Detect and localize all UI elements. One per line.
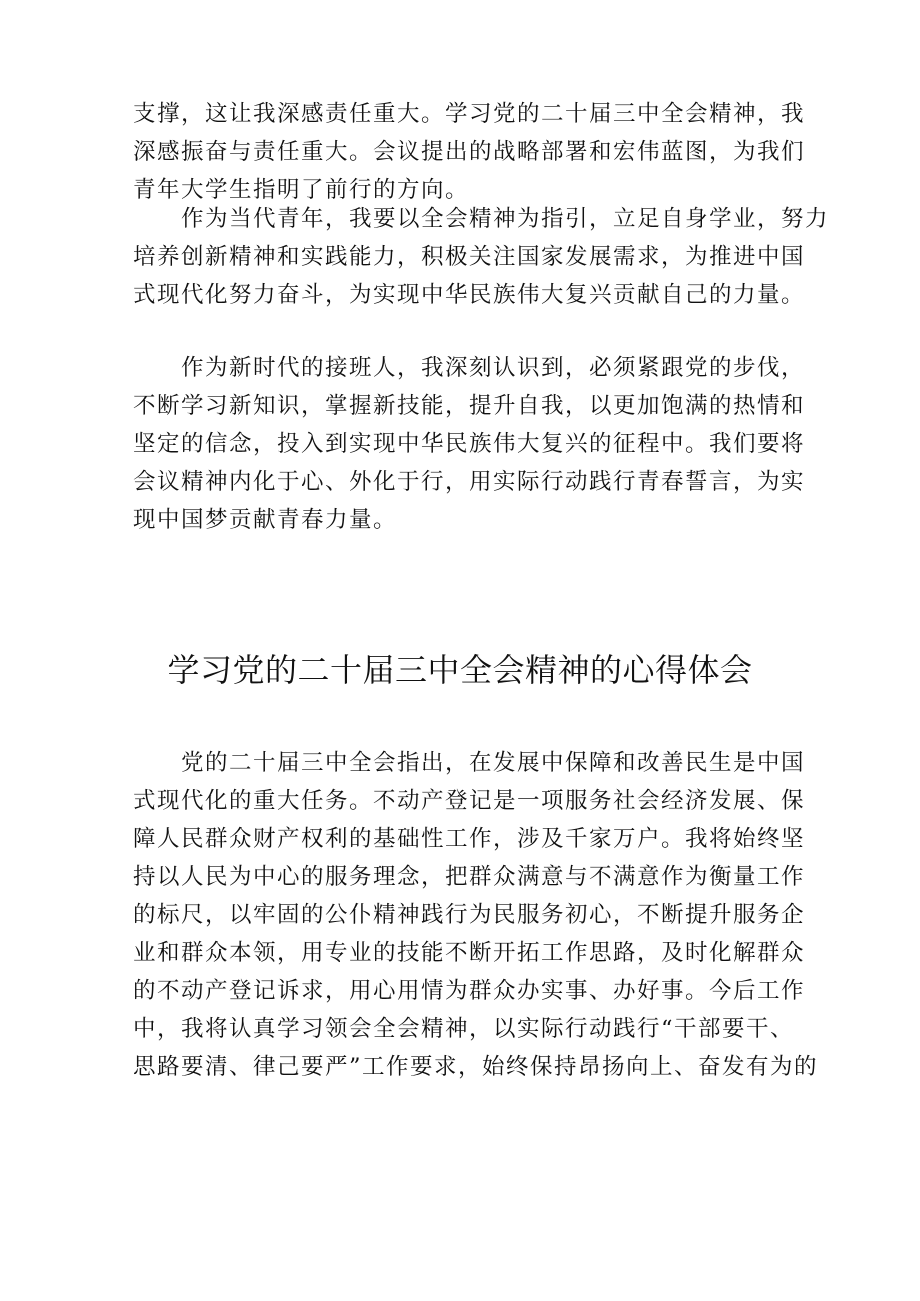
paragraph-line: 深感振奋与责任重大。会议提出的战略部署和宏伟蓝图，为我们 [133,139,806,165]
paragraph-line: 培养创新精神和实践能力，积极关注国家发展需求，为推进中国 [133,244,806,270]
paragraph-line: 坚定的信念，投入到实现中华民族伟大复兴的征程中。我们要将 [133,431,806,457]
paragraph-3 [133,349,806,539]
paragraph-line: 障人民群众财产权利的基础性工作，涉及千家万户。我将始终坚 [133,826,806,852]
paragraph-2 [133,200,830,314]
paragraph-line: 会议精神内化于心、外化于行，用实际行动践行青春誓言，为实 [133,469,806,495]
paragraph-line: 中，我将认真学习领会全会精神，以实际行动践行“干部要干、 [133,1016,795,1042]
paragraph-line: 支撑，这让我深感责任重大。学习党的二十届三中全会精神，我 [133,101,806,127]
paragraph-line: 现中国梦贡献青春力量。 [133,507,398,533]
paragraph-line: 青年大学生指明了前行的方向。 [133,177,470,203]
paragraph-line: 的标尺，以牢固的公仆精神践行为民服务初心，不断提升服务企 [133,902,806,928]
paragraph-line: 的不动产登记诉求，用心用情为群众办实事、办好事。今后工作 [133,978,806,1004]
paragraph-line: 作为当代青年，我要以全会精神为指引，立足自身学业，努力 [133,206,830,232]
paragraph-line: 式现代化努力奋斗，为实现中华民族伟大复兴贡献自己的力量。 [133,282,806,308]
continued-paragraph [133,95,806,209]
section-title: 学习党的二十届三中全会精神的心得体会 [167,651,753,689]
paragraph-line: 作为新时代的接班人，我深刻认识到，必须紧跟党的步伐， [133,355,806,381]
paragraph-4 [133,744,819,1086]
paragraph-line: 式现代化的重大任务。不动产登记是一项服务社会经济发展、保 [133,788,806,814]
paragraph-line: 持以人民为中心的服务理念，把群众满意与不满意作为衡量工作 [133,864,806,890]
paragraph-line: 思路要清、律己要严”工作要求，始终保持昂扬向上、奋发有为的 [133,1054,819,1080]
paragraph-line: 业和群众本领，用专业的技能不断开拓工作思路，及时化解群众 [133,940,806,966]
paragraph-line: 党的二十届三中全会指出，在发展中保障和改善民生是中国 [133,750,806,776]
paragraph-line: 不断学习新知识，掌握新技能，提升自我，以更加饱满的热情和 [133,393,806,419]
